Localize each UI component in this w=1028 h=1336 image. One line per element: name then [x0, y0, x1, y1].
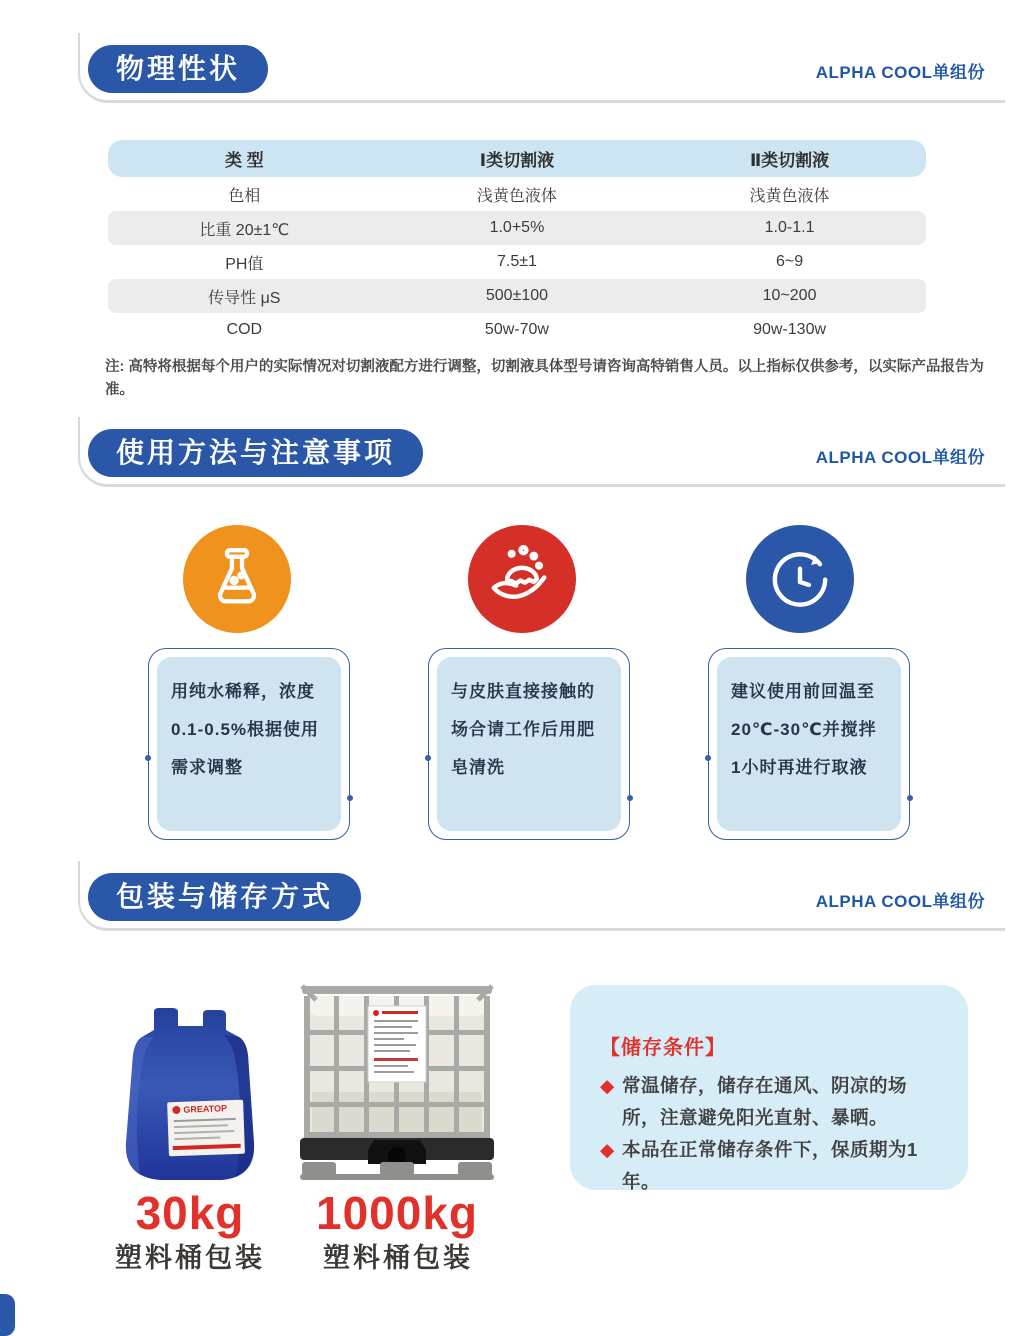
cell-hue-c2: 浅黄色液体 — [749, 187, 830, 205]
table-footnote: 注: 高特将根据每个用户的实际情况对切割液配方进行调整，切割液具体型号请咨询高特销售人员。以上指标仅供参考，以实际产品报告为准。 — [105, 359, 984, 398]
pack-label-1000kg: 塑料桶包装 — [323, 1243, 473, 1273]
cell-gravity-c2: 1.0-1.1 — [764, 219, 815, 236]
jerrycan-image — [110, 995, 270, 1190]
table-row — [108, 177, 926, 211]
section-title-physical: 物理性状 — [88, 45, 268, 93]
cell-cod-c2: 90w-130w — [753, 321, 827, 338]
page-corner-decoration — [0, 1294, 15, 1336]
usage-card — [148, 648, 350, 840]
table-header-class2: Ⅱ类切割液 — [749, 151, 830, 170]
cell-ph-c2: 6~9 — [775, 253, 804, 270]
table-header-class1: Ⅰ类切割液 — [479, 151, 555, 170]
cell-gravity-c1: 1.0+5% — [489, 219, 545, 236]
table-row — [108, 245, 926, 279]
table-row — [108, 279, 926, 313]
ibc-tank-svg — [288, 972, 506, 1190]
cell-conductivity-c2: 10~200 — [762, 287, 817, 304]
section-title-usage: 使用方法与注意事项 — [88, 429, 423, 477]
usage-card-text: 建议使用前回温至20℃-30℃并搅拌1小时再进行取液 — [717, 657, 901, 831]
dilution-icon-circle — [183, 525, 291, 633]
diamond-bullet-icon: ◆ — [600, 1075, 615, 1096]
spec-table — [108, 140, 926, 347]
storage-bullet-text: 本品在正常储存条件下，保质期为1年。 — [622, 1139, 918, 1192]
usage-card-text: 用纯水稀释，浓度0.1-0.5%根据使用需求调整 — [157, 657, 341, 831]
cell-cod-label: COD — [226, 321, 263, 338]
storage-bullet-text: 常温储存，储存在通风、阴凉的场所，注意避免阳光直射、暴晒。 — [622, 1075, 908, 1128]
cell-ph-c1: 7.5±1 — [496, 253, 537, 270]
cell-conductivity-label: 传导性 μS — [208, 289, 281, 307]
storage-bullet — [600, 1134, 942, 1198]
usage-card — [428, 648, 630, 840]
svg-text:GREATOP: GREATOP — [183, 1103, 228, 1115]
rewarm-icon-circle — [746, 525, 854, 633]
hand-wash-icon-circle — [468, 525, 576, 633]
table-header-type: 类 型 — [224, 151, 264, 170]
pack-weight-1000kg: 1000kg — [315, 1187, 478, 1239]
storage-conditions-box — [570, 985, 968, 1190]
cell-hue-c1: 浅黄色液体 — [476, 187, 557, 205]
jerrycan-svg — [110, 995, 270, 1190]
pack-label-30kg: 塑料桶包装 — [115, 1243, 265, 1273]
pack-weight-30kg: 30kg — [135, 1187, 245, 1239]
cell-gravity-label: 比重 20±1℃ — [199, 221, 290, 239]
hand-wash-icon — [485, 542, 559, 616]
storage-bullet — [600, 1070, 942, 1134]
section-title-packaging: 包装与储存方式 — [88, 873, 361, 921]
cell-conductivity-c1: 500±100 — [485, 287, 549, 304]
cell-hue-label: 色相 — [228, 187, 261, 205]
ibc-tank-image — [288, 972, 506, 1190]
brand-label: ALPHA COOL单组份 — [815, 63, 985, 82]
usage-card-text: 与皮肤直接接触的场合请工作后用肥皂清洗 — [437, 657, 621, 831]
diamond-bullet-icon: ◆ — [600, 1139, 615, 1160]
clock-icon — [763, 542, 837, 616]
storage-title: 【储存条件】 — [600, 1037, 726, 1059]
cell-cod-c1: 50w-70w — [484, 321, 549, 338]
brand-label: ALPHA COOL单组份 — [815, 892, 985, 911]
table-row — [108, 211, 926, 245]
brand-label: ALPHA COOL单组份 — [815, 448, 985, 467]
table-header-row — [108, 140, 926, 177]
flask-icon — [201, 543, 273, 615]
table-row — [108, 313, 926, 347]
usage-card — [708, 648, 910, 840]
cell-ph-label: PH值 — [225, 255, 264, 273]
